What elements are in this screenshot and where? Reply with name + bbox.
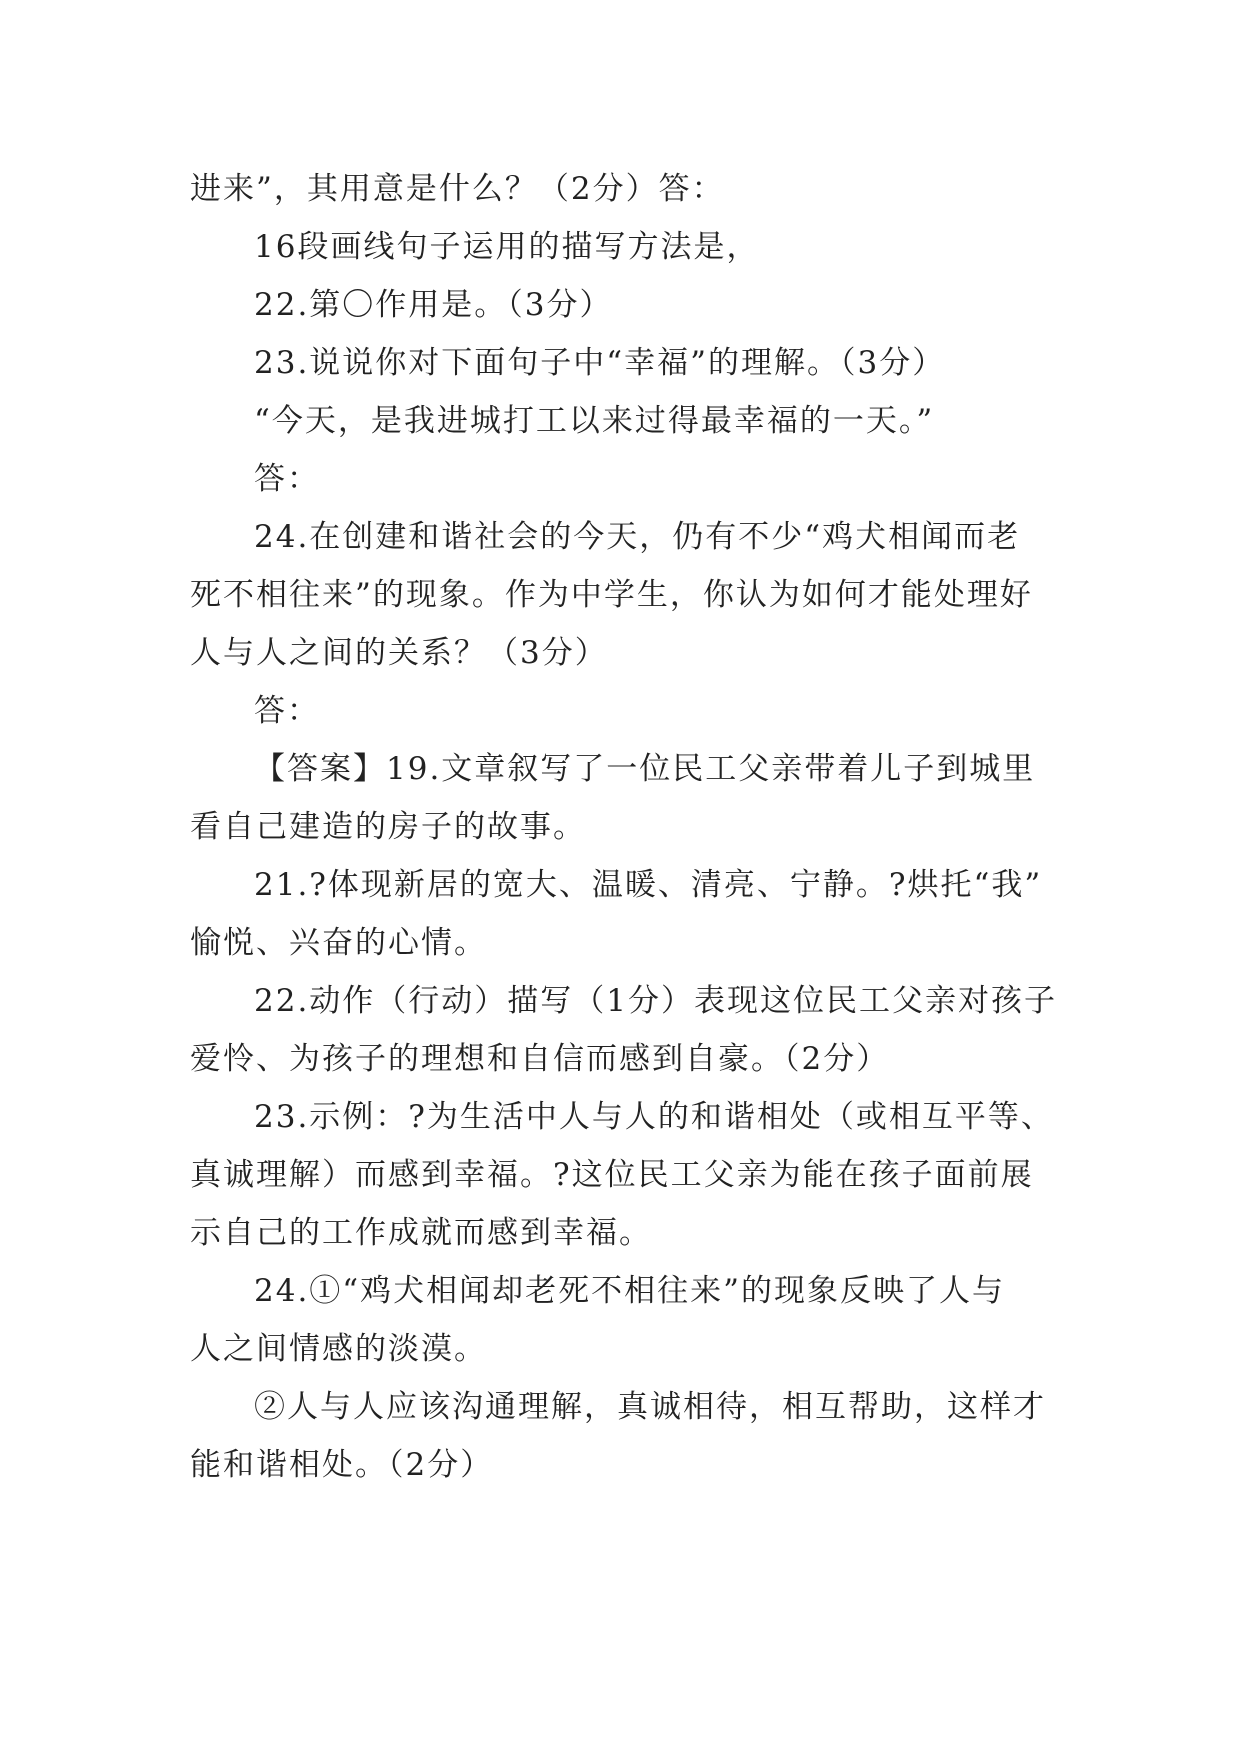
text-line: ②人与人应该沟通理解，真诚相待，相互帮助，这样才: [254, 1389, 1046, 1425]
text-line: 22.第〇作用是。（3分）: [254, 287, 613, 323]
text-line: 人之间情感的淡漠。: [190, 1331, 487, 1367]
text-line: 能和谐相处。（2分）: [190, 1447, 494, 1483]
text-line: 愉悦、兴奋的心情。: [190, 925, 487, 961]
text-line: 人与人之间的关系？（3分）: [190, 635, 608, 671]
answer-label: 答：: [254, 693, 320, 729]
text-line: 进来”，其用意是什么？（2分）答：: [190, 171, 725, 207]
text-line: 真诚理解）而感到幸福。?这位民工父亲为能在孩子面前展: [190, 1157, 1034, 1193]
quoted-sentence: “今天，是我进城打工以来过得最幸福的一天。”: [254, 403, 935, 439]
text-line: 24.在创建和谐社会的今天，仍有不少“鸡犬相闻而老: [254, 519, 1021, 555]
text-line: 24.①“鸡犬相闻却老死不相往来”的现象反映了人与: [254, 1273, 1005, 1309]
text-line: 23.说说你对下面句子中“幸福”的理解。（3分）: [254, 345, 946, 381]
text-line: 示自己的工作成就而感到幸福。: [190, 1215, 652, 1251]
text-line: 爱怜、为孩子的理想和自信而感到自豪。（2分）: [190, 1041, 890, 1077]
text-line: 23.示例：?为生活中人与人的和谐相处（或相互平等、: [254, 1099, 1054, 1135]
text-line: 21.?体现新居的宽大、温暖、清亮、宁静。?烘托“我”: [254, 867, 1043, 903]
text-line: 死不相往来”的现象。作为中学生，你认为如何才能处理好: [190, 577, 1033, 613]
document-body: [190, 160, 1060, 1494]
answer-heading: 【答案】19.文章叙写了一位民工父亲带着儿子到城里: [254, 751, 1036, 787]
answer-label: 答：: [254, 461, 320, 497]
text-line: 看自己建造的房子的故事。: [190, 809, 586, 845]
text-line: 16段画线句子运用的描写方法是，: [254, 229, 760, 265]
text-line: 22.动作（行动）描写（1分）表现这位民工父亲对孩子: [254, 983, 1058, 1019]
